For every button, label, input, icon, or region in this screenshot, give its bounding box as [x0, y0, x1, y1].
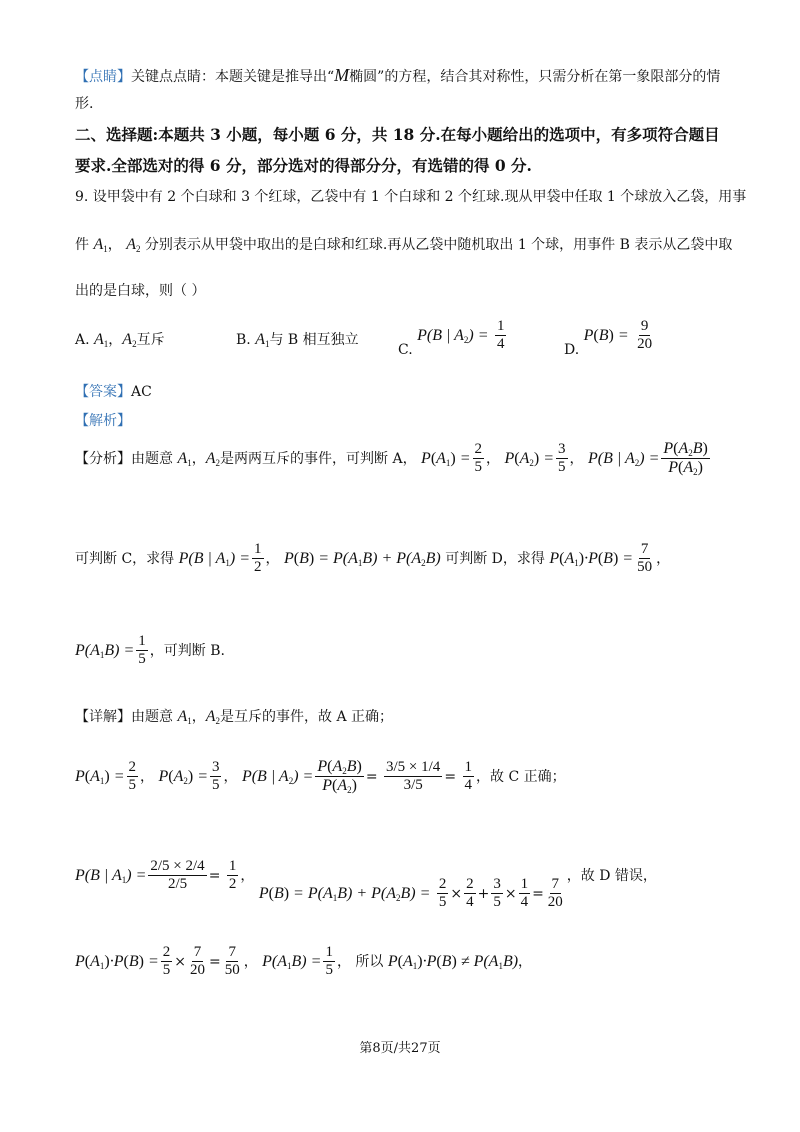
dianjing-text-1: 关键点点睛：本题关键是推导出“ — [131, 69, 335, 85]
math-a2: $A_2$ — [126, 236, 141, 254]
fenxi-line-1: 【分析】由题意 $A_1$，$A_2$是两两互斥的事件，可判断 A， $P(A_1)$ = $\frac{2}{5}$ ， $P(A_2)$ = $\frac{3}{5}$ ， P(B | $A_2$) = $\frac{P(A_2B)}{P(A_2)}$ — [75, 440, 708, 478]
xiangjie-line-3: P(B | $A_1$) = $\frac{2/5 \times 2/4}{2/5}$ = $\frac{1}{2}$ ， $P(B) = P(A_1B) + P(A_2B)$ = $\frac{2}{5}$ × $\frac{2}{4}$ + $\frac{3}{5}$ × $\frac{1}{4}$ = $\frac{7}{20}$ ，故 D 错误， — [75, 858, 657, 911]
question-line-2: 件 $A_1$， $A_2$ 分别表示从甲袋中取出的是白球和红球.再从乙袋中随机取出 1 个球，用事件 B 表示从乙袋中取 — [75, 236, 733, 254]
answer-label: 【答案】 — [75, 384, 131, 400]
fenxi-line-3: $P(A_1B)$ = $\frac{1}{5}$ ，可判断 B. — [75, 633, 225, 668]
option-a-text: 互斥 — [136, 332, 165, 348]
dianjing-line-1 — [75, 66, 720, 84]
page-footer: 第8页/共27页 — [359, 1041, 441, 1056]
option-d: D. P(B) = $\frac{9}{20}$ — [564, 318, 653, 358]
question-line-1: 9. 设甲袋中有 2 个白球和 3 个红球，乙袋中有 1 个白球和 2 个红球.现从甲袋中任取 1 个球放入乙袋，用事 — [75, 189, 747, 205]
dianjing-m: M — [334, 65, 350, 85]
option-b-text: 与 B 相互独立 — [269, 332, 359, 348]
math-a1: $A_1$ — [93, 236, 108, 254]
fraction-9-20: $\frac{9}{20}$ — [637, 318, 653, 353]
option-a: A. $A_1$，$A_2$互斥 — [75, 331, 165, 349]
dianjing-text-2: 椭圆”的方程，结合其对称性，只需分析在第一象限部分的情 — [349, 69, 721, 85]
jiexi-label: 【解析】 — [75, 413, 131, 429]
xiangjie-line-4: $P(A_1)\cdot P(B)$ = $\frac{2}{5}$ × $\frac{7}{20}$ = $\frac{7}{50}$ ， $P(A_1B)$ = $\frac{1}{5}$ ， 所以 $P(A_1)\cdot P(B) \ne P(A_1B)$， — [75, 944, 533, 979]
dianjing-text-3: 形. — [75, 96, 94, 112]
answer-line — [75, 385, 152, 399]
option-b: B. $A_1$与 B 相互独立 — [236, 331, 359, 349]
xiangjie-line-2: $P(A_1)$ = $\frac{2}{5}$ ， $P(A_2)$ = $\frac{3}{5}$ ， P(B | $A_2$) = $\frac{P(A_2B)}{P(A_2)}$ = $\frac{3/5 \times 1/4}{3/5}$ = $\frac{1}{4}$ ，故 C 正确； — [75, 758, 566, 796]
fraction-1-4: $\frac{1}{4}$ — [496, 318, 505, 353]
answer-value: AC — [131, 384, 152, 400]
option-c: C. P(B | $A_2$) = $\frac{1}{4}$ — [398, 318, 505, 358]
section-heading-line-2: 要求.全部选对的得 6 分，部分选对的得部分分，有选错的得 0 分. — [75, 156, 532, 175]
dianjing-line-2 — [75, 97, 93, 111]
question-line-2-rest: 分别表示从甲袋中取出的是白球和红球.再从乙袋中随机取出 1 个球，用事件 B 表示从乙袋中取 — [144, 237, 733, 253]
question-line-2-start: 件 — [75, 237, 89, 253]
dianjing-tag: 【点睛】 — [75, 69, 131, 85]
xiangjie-line-1: 【详解】由题意 $A_1$，$A_2$是互斥的事件，故 A 正确； — [75, 708, 394, 726]
fenxi-label: 【分析】 — [75, 450, 131, 467]
section-heading-line-1: 二、选择题:本题共 3 小题，每小题 6 分，共 18 分.在每小题给出的选项中，有多项符合题目 — [75, 125, 720, 144]
fenxi-line-2: 可判断 C，求得 P(B | $A_1$) = $\frac{1}{2}$ ， $P(B) = P(A_1B) + P(A_2B)$ 可判断 D，求得 $P(A_1)\cdot P(B)$ = $\frac{7}{50}$ ， — [75, 541, 671, 576]
xiangjie-label: 【详解】 — [75, 709, 131, 725]
question-line-3: 出的是白球，则（ ） — [75, 283, 206, 299]
